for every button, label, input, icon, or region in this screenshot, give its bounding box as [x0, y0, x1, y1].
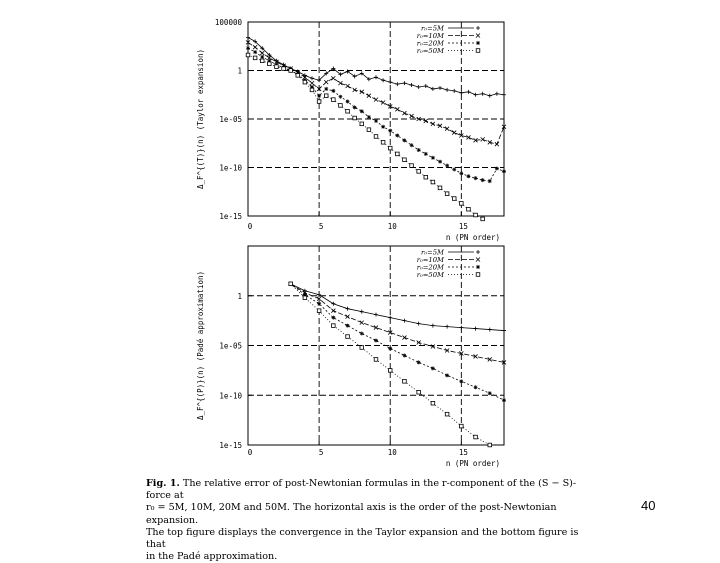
- pade-data-point: [459, 326, 463, 330]
- taylor-data-point: [331, 76, 335, 80]
- pade-data-point: [417, 360, 421, 364]
- taylor-data-point: [466, 90, 470, 94]
- taylor-data-point: [346, 84, 350, 88]
- taylor-data-point: [402, 138, 406, 142]
- taylor-data-point: [395, 133, 399, 137]
- pade-data-point: [374, 358, 378, 362]
- pade-data-point: [374, 326, 378, 330]
- taylor-data-point: [381, 78, 385, 82]
- taylor-data-point: [431, 180, 435, 184]
- pade-data-point: [374, 339, 378, 343]
- taylor-data-point: [502, 93, 506, 97]
- pade-data-point: [488, 328, 492, 332]
- taylor-data-point: [488, 94, 492, 98]
- taylor-data-point: [353, 116, 357, 120]
- pade-data-point: [360, 321, 364, 325]
- pade-xtick-label: 0: [247, 448, 253, 457]
- taylor-legend-label: r₀=50M: [416, 47, 444, 55]
- taylor-ytick-label: 1e-05: [219, 115, 242, 124]
- taylor-data-point: [317, 94, 321, 98]
- pade-data-point: [388, 369, 392, 373]
- taylor-data-point: [466, 135, 470, 139]
- taylor-xtick-label: 0: [247, 222, 253, 231]
- taylor-xtick-label: 5: [318, 222, 324, 231]
- taylor-data-point: [268, 62, 272, 66]
- caption-line-4: in the Padé approximation.: [146, 551, 278, 563]
- pade-data-point: [445, 373, 449, 377]
- pade-data-point: [346, 307, 350, 311]
- pade-data-point: [317, 309, 321, 313]
- pade-data-point: [374, 313, 378, 317]
- pade-legend-label: r₀=10M: [416, 256, 444, 264]
- pade-data-point: [331, 316, 335, 320]
- pade-xtick-label: 10: [387, 448, 397, 457]
- pade-data-point: [403, 380, 407, 384]
- taylor-legend-label: r₀=5M: [421, 24, 444, 33]
- taylor-data-point: [438, 160, 442, 164]
- taylor-data-point: [481, 217, 485, 221]
- taylor-legend-marker: [476, 26, 480, 30]
- taylor-data-point: [474, 213, 478, 217]
- taylor-data-point: [424, 175, 428, 179]
- caption-line-2: r₀ = 5M, 10M, 20M and 50M. The horizontal axis is the order of the post-Newtonian expansion.: [146, 502, 557, 526]
- pade-ytick-label: 1e-10: [219, 391, 242, 401]
- taylor-data-point: [374, 135, 378, 139]
- taylor-legend-marker: [476, 41, 480, 45]
- taylor-data-point: [360, 122, 364, 126]
- pade-data-point: [402, 336, 406, 340]
- taylor-data-point: [459, 171, 463, 175]
- taylor-data-point: [474, 176, 478, 180]
- caption-label: Fig. 1.: [146, 478, 180, 489]
- pade-legend-marker: [476, 258, 480, 262]
- taylor-yaxis-label: Δ_F^{(T)}(n) (Taylor expansion): [196, 49, 205, 189]
- taylor-data-point: [402, 81, 406, 85]
- taylor-data-point: [481, 178, 485, 182]
- taylor-data-point: [324, 80, 328, 84]
- taylor-data-point: [310, 76, 314, 80]
- pade-legend-label: r₀=50M: [416, 271, 444, 279]
- taylor-ytick-label: 1e-10: [219, 163, 242, 173]
- taylor-data-point: [445, 192, 449, 196]
- taylor-data-point: [438, 86, 442, 90]
- taylor-data-point: [495, 92, 499, 96]
- taylor-data-point: [495, 166, 499, 170]
- pade-data-point: [317, 302, 321, 306]
- pade-xtick-label: 15: [458, 448, 468, 457]
- taylor-xtick-label: 10: [387, 222, 397, 231]
- taylor-data-point: [253, 45, 257, 49]
- taylor-data-point: [374, 98, 378, 102]
- taylor-data-point: [502, 169, 506, 173]
- taylor-data-point: [367, 94, 371, 98]
- taylor-data-point: [275, 65, 279, 69]
- taylor-data-point: [367, 128, 371, 132]
- pade-data-point: [388, 346, 392, 350]
- taylor-data-point: [417, 170, 421, 174]
- pade-chart: [196, 246, 506, 468]
- pade-data-point: [502, 398, 506, 402]
- pade-ytick-label: 1: [237, 291, 242, 301]
- taylor-chart: [196, 18, 506, 242]
- pade-data-point: [331, 309, 335, 313]
- pade-data-point: [488, 443, 492, 447]
- taylor-data-point: [445, 127, 449, 131]
- taylor-data-point: [438, 186, 442, 190]
- pade-data-point: [431, 324, 435, 328]
- taylor-legend-label: r₀=20M: [416, 39, 444, 48]
- taylor-data-point: [339, 104, 343, 108]
- taylor-data-point: [332, 98, 336, 102]
- pade-legend-label: r₀=20M: [416, 263, 444, 272]
- taylor-ytick-label: 1: [237, 66, 242, 76]
- pade-legend-marker: [476, 273, 480, 277]
- taylor-data-point: [445, 164, 449, 168]
- taylor-data-point: [381, 140, 385, 144]
- taylor-data-point: [381, 101, 385, 105]
- taylor-data-point: [338, 95, 342, 99]
- taylor-data-point: [452, 167, 456, 171]
- caption-line-3: The top figure displays the convergence in the Taylor expansion and the bottom figure is that: [146, 526, 579, 551]
- pade-data-point: [331, 302, 335, 306]
- taylor-data-point: [395, 82, 399, 86]
- taylor-data-point: [417, 148, 421, 152]
- pade-data-point: [346, 324, 350, 328]
- taylor-data-point: [289, 69, 293, 73]
- taylor-xaxis-label: n (PN order): [445, 233, 500, 242]
- taylor-data-point: [360, 109, 364, 113]
- taylor-data-point: [403, 158, 407, 162]
- taylor-data-point: [424, 84, 428, 88]
- taylor-ytick-label: 100000: [214, 18, 242, 27]
- pade-data-point: [360, 346, 364, 350]
- taylor-data-point: [410, 83, 414, 87]
- taylor-legend-marker: [476, 34, 480, 38]
- taylor-data-point: [410, 114, 414, 118]
- taylor-ytick-label: 1e-15: [219, 212, 242, 221]
- taylor-data-point: [353, 105, 357, 109]
- pade-ytick-label: 1e-15: [219, 441, 242, 450]
- taylor-data-point: [431, 87, 435, 91]
- taylor-xtick-label: 15: [458, 222, 468, 231]
- taylor-data-point: [410, 164, 414, 168]
- taylor-data-point: [346, 109, 350, 113]
- taylor-data-point: [260, 55, 264, 59]
- pade-data-point: [474, 385, 478, 389]
- pade-data-point: [474, 327, 478, 331]
- taylor-data-point: [296, 74, 300, 78]
- taylor-data-point: [424, 152, 428, 156]
- taylor-data-point: [445, 88, 449, 92]
- taylor-data-point: [402, 111, 406, 115]
- taylor-data-point: [395, 107, 399, 111]
- figure-caption: [146, 478, 586, 563]
- taylor-data-point: [346, 100, 350, 104]
- pade-data-point: [346, 315, 350, 319]
- pade-data-point: [431, 366, 435, 370]
- taylor-data-point: [452, 89, 456, 93]
- taylor-data-point: [388, 80, 392, 84]
- taylor-series-line: [248, 39, 504, 144]
- taylor-data-point: [396, 152, 400, 156]
- taylor-data-point: [481, 137, 485, 141]
- caption-line-1: The relative error of post-Newtonian formulas in the r-component of the (S − S)-force at: [146, 478, 577, 502]
- taylor-data-point: [374, 75, 378, 79]
- pade-data-point: [445, 325, 449, 329]
- pade-xaxis-label: n (PN order): [445, 459, 500, 468]
- pade-data-point: [502, 329, 506, 333]
- taylor-data-point: [481, 92, 485, 96]
- taylor-data-point: [253, 50, 257, 54]
- taylor-data-point: [260, 51, 264, 55]
- taylor-data-point: [467, 207, 471, 211]
- taylor-data-point: [246, 46, 250, 50]
- taylor-data-point: [417, 85, 421, 89]
- taylor-legend-label: r₀=10M: [416, 32, 444, 40]
- pade-data-point: [360, 310, 364, 314]
- pade-data-point: [388, 316, 392, 320]
- taylor-legend-marker: [476, 49, 480, 53]
- taylor-data-point: [338, 81, 342, 85]
- pade-data-point: [417, 390, 421, 394]
- taylor-data-point: [303, 80, 307, 84]
- taylor-data-point: [253, 56, 257, 60]
- taylor-data-point: [246, 36, 250, 40]
- taylor-data-point: [466, 174, 470, 178]
- pade-data-point: [417, 322, 421, 326]
- pade-data-point: [445, 412, 449, 416]
- taylor-data-point: [452, 131, 456, 135]
- pade-ytick-label: 1e-05: [219, 341, 242, 351]
- taylor-data-point: [381, 125, 385, 129]
- pade-data-point: [402, 319, 406, 323]
- taylor-data-point: [410, 143, 414, 147]
- taylor-data-point: [488, 179, 492, 183]
- pade-legend-marker: [476, 250, 480, 254]
- pade-xtick-label: 5: [318, 448, 324, 457]
- taylor-data-point: [388, 129, 392, 133]
- taylor-data-point: [282, 67, 286, 71]
- taylor-data-point: [388, 146, 392, 150]
- pade-data-point: [460, 424, 464, 428]
- taylor-data-point: [317, 100, 321, 104]
- taylor-data-point: [246, 53, 250, 57]
- pade-series-line: [291, 284, 504, 331]
- pade-data-point: [346, 335, 350, 339]
- taylor-data-point: [260, 59, 264, 63]
- slide-number: 40: [641, 498, 656, 513]
- pade-data-point: [332, 324, 336, 328]
- pade-data-point: [488, 391, 492, 395]
- taylor-data-point: [474, 93, 478, 97]
- pade-data-point: [431, 401, 435, 405]
- pade-data-point: [474, 435, 478, 439]
- taylor-data-point: [452, 197, 456, 201]
- taylor-data-point: [331, 89, 335, 93]
- taylor-data-point: [431, 156, 435, 160]
- taylor-data-point: [460, 202, 464, 206]
- pade-legend-marker: [476, 265, 480, 269]
- pade-legend-label: r₀=5M: [421, 248, 444, 257]
- pade-data-point: [459, 379, 463, 383]
- taylor-data-point: [367, 115, 371, 119]
- pade-data-point: [289, 282, 293, 286]
- pade-data-point: [402, 353, 406, 357]
- pade-data-point: [303, 296, 307, 300]
- taylor-data-point: [324, 87, 328, 91]
- taylor-data-point: [310, 81, 314, 85]
- pade-yaxis-label: Δ_F^{(P)}(n) (Padé approximation): [196, 270, 205, 421]
- taylor-data-point: [374, 119, 378, 123]
- taylor-series-line: [248, 48, 504, 181]
- taylor-data-point: [324, 94, 328, 98]
- taylor-data-point: [459, 91, 463, 95]
- taylor-data-point: [310, 88, 314, 92]
- pade-data-point: [360, 332, 364, 336]
